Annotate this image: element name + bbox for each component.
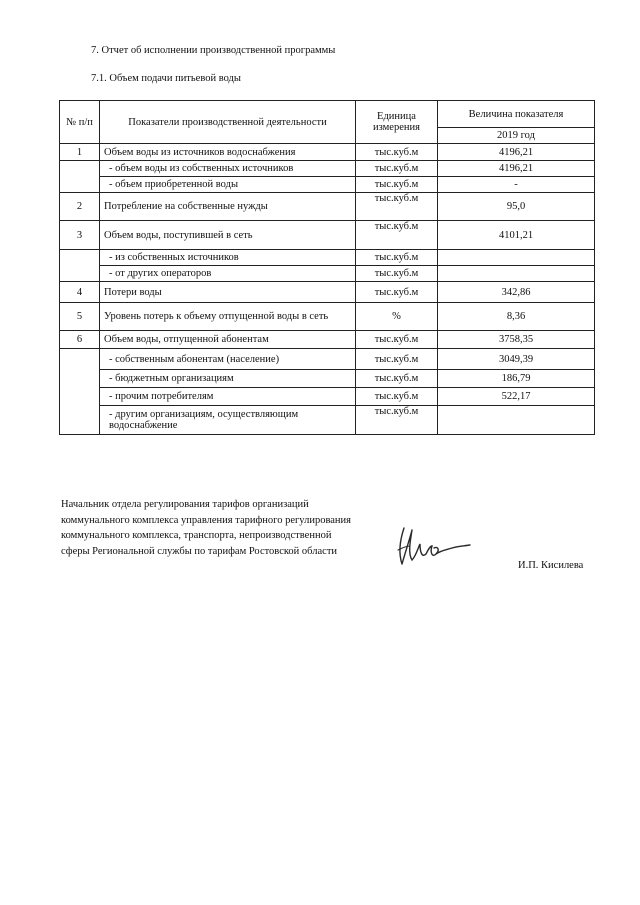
row-unit: тыс.куб.м <box>356 282 438 303</box>
row-value: 3049,39 <box>438 349 595 370</box>
row-no: 3 <box>60 221 100 250</box>
table-row <box>60 370 595 388</box>
row-value: - <box>438 177 595 193</box>
header-value: Величина показателя <box>438 101 595 128</box>
water-supply-table <box>59 100 595 435</box>
row-indicator: - бюджетным организациям <box>100 370 356 388</box>
table-row <box>60 388 595 406</box>
table-row <box>60 221 595 250</box>
row-indicator: - другим организациям, осуществляющим водоснабжение <box>100 406 356 435</box>
row-indicator: - объем воды из собственных источников <box>100 161 356 177</box>
table-row <box>60 303 595 331</box>
row-indicator: - от других операторов <box>100 266 356 282</box>
row-value: 95,0 <box>438 193 595 221</box>
handwritten-signature <box>392 520 472 570</box>
row-no <box>60 161 100 193</box>
row-unit: тыс.куб.м <box>356 193 438 221</box>
header-no: № п/п <box>60 101 100 144</box>
table-row <box>60 349 595 370</box>
row-unit: тыс.куб.м <box>356 331 438 349</box>
row-value <box>438 406 595 435</box>
row-indicator: Уровень потерь к объему отпущенной воды в сеть <box>100 303 356 331</box>
row-unit: тыс.куб.м <box>356 406 438 435</box>
row-unit: тыс.куб.м <box>356 349 438 370</box>
row-unit: тыс.куб.м <box>356 144 438 161</box>
row-indicator: Объем воды из источников водоснабжения <box>100 144 356 161</box>
row-unit: тыс.куб.м <box>356 370 438 388</box>
row-unit: тыс.куб.м <box>356 221 438 250</box>
row-value: 4196,21 <box>438 144 595 161</box>
table-row <box>60 250 595 266</box>
row-no: 4 <box>60 282 100 303</box>
row-indicator: Потребление на собственные нужды <box>100 193 356 221</box>
row-value: 4196,21 <box>438 161 595 177</box>
header-indicator: Показатели производственной деятельности <box>100 101 356 144</box>
row-no: 6 <box>60 331 100 349</box>
row-indicator: - собственным абонентам (население) <box>100 349 356 370</box>
row-no: 5 <box>60 303 100 331</box>
signatory-position: Начальник отдела регулирования тарифов организаций коммунального комплекса управления тарифного регулирования коммунального комплекса, транспорта, непроизводственной сферы Региональной службы по тарифам Ростовской области <box>61 499 351 557</box>
row-unit: тыс.куб.м <box>356 250 438 266</box>
row-value: 186,79 <box>438 370 595 388</box>
row-value: 342,86 <box>438 282 595 303</box>
row-unit: тыс.куб.м <box>356 177 438 193</box>
signatory-name: И.П. Кисилева <box>518 560 584 571</box>
table-row <box>60 282 595 303</box>
row-indicator: - объем приобретенной воды <box>100 177 356 193</box>
table-row <box>60 177 595 193</box>
table-row <box>60 266 595 282</box>
row-no <box>60 349 100 435</box>
row-unit: % <box>356 303 438 331</box>
table-row <box>60 193 595 221</box>
row-value <box>438 250 595 266</box>
row-indicator: Объем воды, поступившей в сеть <box>100 221 356 250</box>
header-unit: Единица измерения <box>356 101 438 144</box>
row-indicator: - прочим потребителям <box>100 388 356 406</box>
row-value: 8,36 <box>438 303 595 331</box>
row-value <box>438 266 595 282</box>
row-unit: тыс.куб.м <box>356 266 438 282</box>
row-no <box>60 250 100 282</box>
row-no: 1 <box>60 144 100 161</box>
row-unit: тыс.куб.м <box>356 388 438 406</box>
row-value: 4101,21 <box>438 221 595 250</box>
row-value: 3758,35 <box>438 331 595 349</box>
table-row <box>60 331 595 349</box>
row-indicator: Объем воды, отпущенной абонентам <box>100 331 356 349</box>
row-unit: тыс.куб.м <box>356 161 438 177</box>
table-row <box>60 161 595 177</box>
row-indicator: Потери воды <box>100 282 356 303</box>
row-indicator: - из собственных источников <box>100 250 356 266</box>
table-row <box>60 144 595 161</box>
row-no: 2 <box>60 193 100 221</box>
table-row <box>60 406 595 435</box>
row-value: 522,17 <box>438 388 595 406</box>
header-year: 2019 год <box>438 128 595 144</box>
section-heading: 7. Отчет об исполнении производственной программы <box>91 45 336 56</box>
subsection-heading: 7.1. Объем подачи питьевой воды <box>91 73 241 84</box>
